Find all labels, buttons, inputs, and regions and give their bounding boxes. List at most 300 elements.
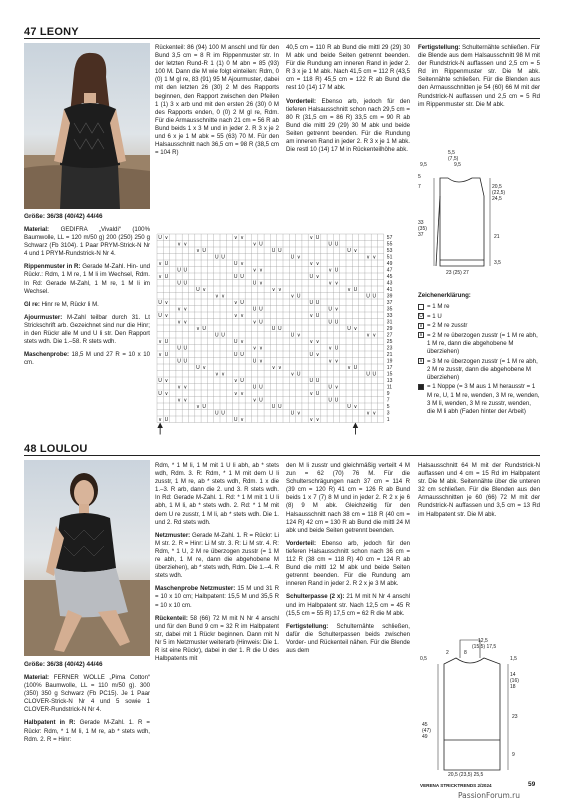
schem1-left1: 9,5 [420,162,427,168]
chart-row-label: 35 [386,306,393,313]
chart-symbol: U [334,397,339,404]
chart-symbol: ∨ [164,313,169,319]
legend-symbol: ● [419,383,423,390]
materials-column [24,226,150,370]
chart-symbol: U [164,261,169,267]
chart-symbol: U [347,248,351,254]
chart-symbol: ∨ [309,339,314,345]
chart-row-label: 49 [386,261,393,267]
chart-row-label: 3 [386,410,390,417]
chart-symbol: ∨ [315,274,320,280]
schem1-top3: 9,5 [454,162,461,168]
chart-symbol: U [177,345,181,352]
chart-symbol: ∨ [158,352,162,358]
legend-symbol: ∧ [419,332,423,339]
chart-symbol: ∨ [202,365,207,371]
chart-symbol: ∨ [347,287,351,293]
chart-row-label: 9 [386,391,390,397]
legend-symbol: U [419,313,423,320]
chart-symbol: U [233,352,238,358]
chart-symbol: ∨ [315,417,320,423]
chart-symbol: U [259,319,263,326]
chart-row-label: 31 [386,319,393,326]
chart-symbol: U [240,274,244,280]
back-piece-instructions [155,44,279,160]
chart-symbol: U [372,371,377,378]
chart-symbol: ∨ [233,313,238,319]
chart-symbol: ∨ [334,306,339,313]
schem1-height3: 37 [418,232,424,238]
chart-symbol: U [278,326,282,332]
chart-symbol: U [271,248,276,254]
chart-symbol: U [183,358,188,365]
chart-symbol: ∨ [372,332,377,339]
vorderteil-heading: Vorderteil: [286,97,317,105]
chart-row-label: 47 [386,267,393,274]
chart-symbol: U [309,378,314,384]
chart-symbol: U [164,417,169,423]
schem2-i: 18 [510,684,516,690]
chart-symbol: ∨ [309,313,314,319]
chart-symbol: ∨ [233,391,238,397]
chart-symbol: ∨ [278,287,282,293]
chart-symbol: U [353,287,358,293]
footer-label: VERENA STRICKTRENDS 2/2024 [420,783,492,788]
schem1-bottom: 23 (25) 27 [446,270,469,276]
col3a-text: 40,5 cm = 110 R ab Bund die mittl 29 (29) 30 M abk und beide Seiten getrennt beenden. Für die Rundung am inneren Rand in jeder 2. R 3 x je 1 M abk. Nach 41,5 cm = 112 R (43,5 cm = 118 R) 45,5 cm = 122 R ab Bund die rest 10 (14) 17 M abk. [286,44,410,92]
chart-row-label: 21 [386,352,393,358]
schem2-h: (16) [510,678,519,684]
chart-row-label: 43 [386,280,393,287]
chart-symbol: U [259,397,263,404]
chart-symbol: ∨ [315,261,320,267]
chart-symbol: ∨ [328,267,333,274]
page-number: 59 [528,781,536,788]
schematic-loulou [418,610,540,780]
chart-symbol: U [221,254,225,261]
chart-symbol: U [221,410,225,417]
chart-symbol: U [259,384,263,391]
chart-symbol: ∨ [177,319,181,326]
chart-symbol: U [296,293,301,300]
material-text: GEDIFRA „Vivaldi“ (100% Baumwolle, LL = 120 m/50 g) 200 (250) 250 g Schwarz (Fb 3104). 1 Paar PRYM-Strick-N Nr 4 und 1 PRYM-Rundstrick-N Nr 4. [24,226,150,258]
fertig-text: Schulternähte schließen. Für die Blende aus dem Halsausschnitt 98 M mit der Rundstrick-N auffassen und 2,5 cm = 5 Rd im Rippenmuster str. Die M abk. Seitennähte schließen. Für die Blenden aus den Armausschnitten je 54 (60) 66 M mit der Rundstrick-N auffassen und 2,5 cm = 5 Rd im Rippenmuster str. Die M abk. [418,44,540,108]
schem1-top2: (7,5) [448,156,459,162]
schem2-k: (47) [422,728,431,734]
legend-text: = 1 U [427,312,442,320]
glre-text: Hinr re M, Rückr li M. [41,300,99,308]
chart-legend [418,292,540,417]
chart-row-label: 37 [386,300,393,306]
section-divider [24,38,540,39]
chart-symbol: ∨ [183,384,188,391]
finishing-instructions [418,44,540,112]
chart-symbol: U [328,319,333,326]
chart-symbol: U [353,365,358,371]
chart-row-label: 33 [386,313,393,319]
chart-symbol: U [233,261,238,267]
chart-symbol: U [158,313,162,319]
chart-symbol: ∨ [215,371,219,378]
legend-heading: Zeichenerklärung: [418,292,471,299]
schem1-bund: 3,5 [494,260,501,266]
chart-symbol: ∨ [158,274,162,280]
chart-symbol: ∨ [309,261,314,267]
chart-symbol: U [158,235,162,241]
chart-symbol: ∨ [328,345,333,352]
schem2-bottom: 20,5 (23,5) 25,5 [448,772,484,778]
chart-symbol: U [259,306,263,313]
chart-row-label: 53 [386,248,393,254]
schulter-heading: Schulterpasse (2 x): [286,593,345,601]
chart-symbol: U [347,404,351,410]
material-heading: Material: [24,226,50,233]
schem2-n: 9 [512,752,515,758]
chart-row-label: 25 [386,339,393,345]
chart-symbol: ∨ [309,417,314,423]
chart-symbol: U [309,274,314,280]
chart-symbol: ∨ [240,313,244,319]
chart-symbol: U [328,241,333,248]
legend-symbol: ∧ [419,358,423,365]
legend-text: = 3 M re überzogen zusstr (= 1 M re abh, 2 M re zusstr, dann die abgehobene M überziehen) [427,357,538,381]
chart-symbol: U [315,378,320,384]
chart-symbol: ∨ [271,365,276,371]
schem1-left3: 7 [418,184,421,190]
front-piece-instructions [286,44,410,157]
chart-symbol: U [309,300,314,306]
chart-symbol: U [372,293,377,300]
chart-symbol: ∨ [252,267,257,274]
chart-symbol: ∨ [353,404,358,410]
chart-symbol: ∨ [347,365,351,371]
chart-symbol: ∨ [221,371,225,378]
chart-symbol: U [183,267,188,274]
chart-symbol: ∨ [259,345,263,352]
chart-symbol: ∨ [183,397,188,404]
schem2-c: 8 [464,650,467,656]
chart-symbol: ∨ [177,306,181,313]
chart-symbol: U [177,267,181,274]
chart-symbol: ∨ [164,391,169,397]
chart-symbol: ∨ [290,371,295,378]
schem1-right1: 20,5 [492,184,502,190]
chart-symbol: ∨ [353,326,358,332]
chart-row-label: 15 [386,371,393,378]
fertig-heading: Fertigstellung: [418,44,461,51]
chart-symbol: U [164,274,169,280]
rueck-heading: Rückenteil: [155,614,188,622]
chart-row-label: 55 [386,241,393,248]
chart-symbol: U [328,384,333,391]
chart-row-label: 57 [386,235,393,241]
chart-symbol: U [271,326,276,332]
chart-symbol: ∨ [290,293,295,300]
legend-item [418,303,540,311]
chart-symbol: U [252,280,257,287]
chart-symbol: ∨ [215,293,219,300]
schem2-a: 0,5 [420,656,427,662]
schem2-d: 12,5 [478,638,488,644]
chart-symbol: U [259,241,263,248]
chart-symbol: U [183,280,188,287]
chart-symbol: ∨ [252,397,257,404]
chart-symbol: ∨ [158,339,162,345]
chart-symbol: U [252,384,257,391]
chart-symbol: ∨ [252,345,257,352]
chart-symbol: ∨ [221,293,225,300]
chart-symbol: U [315,313,320,319]
chart-symbol: U [240,378,244,384]
fertig-text-2: Schulternähte schließen, dafür die Schulterpassen beids zwischen Vorder- und Rückenteil nähen. Für die Blende aus dem [286,622,410,654]
chart-row-label: 45 [386,274,393,280]
pattern-instructions-2 [155,462,279,666]
chart-symbol: U [334,241,339,248]
fertig-heading-2: Fertigstellung: [286,622,329,630]
chart-symbol: ∨ [366,254,370,261]
chart-symbol: ∨ [366,332,370,339]
chart-symbol: ∨ [296,254,301,261]
maschenprobe-heading: Maschenprobe: [24,351,70,359]
chart-row-label: 51 [386,254,393,261]
schem1-side: 21 [494,234,500,240]
chart-row-label: 41 [386,287,393,293]
pattern-title-loulou: 48 LOULOU [24,443,88,455]
schem2-l: 49 [422,734,428,740]
netz-text: Gerade M-Zahl. 1. R = Rückr: Li M str. 2. R = Hinr: Li M str. 3. R: Li M str. 4. R: Rdm, * 1 U, 2 M re überzogen zusstr (= 1 M re abh, 1 M re, dann die abgehobene M überziehen), ab * stets wdh, Rdm. Die 1.–4. R stets wdh. [155,531,279,580]
halbpatent-text: Gerade M-Zahl. 1. R = Rückr: Rdm, * 1 M li, 1 M re, ab * stets wdh, Rdm. 2. R = Hinr: [24,719,150,743]
chart-row-label: 5 [386,404,390,410]
schem2-e: (15,5) 17,5 [472,644,497,650]
halbpatent-heading: Halbpatent in R: [24,719,76,727]
chart-symbol: ∨ [334,358,339,365]
ajour-heading: Ajourmuster: [24,313,63,321]
chart-symbol: U [334,345,339,352]
chart-symbol: U [334,267,339,274]
chart-symbol: ∨ [315,352,320,358]
chart-symbol: ∨ [278,365,282,371]
mp-heading: Maschenprobe Netzmuster: [155,585,236,593]
legend-text: = 2 M re zusstr [427,322,468,330]
watermark: PassionForum.ru [458,791,521,800]
rippen-text: Gerade M-Zahl. Hin- und Rückr.: Rdm, 1 M re, 1 M li im Wechsel, Rdm. In Rd: Gerade M-Zahl, 1 M re, 1 M li im Wechsel. [24,263,150,295]
chart-symbol: ∨ [240,235,244,241]
materials-column-2 [24,674,150,747]
chart-symbol: ∨ [328,358,333,365]
schem1-height2: (35) [418,226,427,232]
vorder-text-2: Ebenso arb, jedoch für den tieferen Halsausschnitt schon nach 36 cm = 112 R (38 cm = 118 R) 40 cm = 124 R ab Bund die mittl 12 M abk und beide Seiten getrennt beenden. Für die Rundung am inneren Rand in jeder 2. R 2 x je 3 M abk. [286,539,410,588]
chart-symbol: ∨ [177,384,181,391]
chart-symbol: U [278,404,282,410]
material-heading-2: Material: [24,674,50,681]
chart-symbol: ∨ [296,332,301,339]
chart-symbol: U [177,280,181,287]
chart-symbol: ∨ [240,391,244,397]
chart-symbol: ∨ [328,280,333,287]
pattern-title-leony: 47 LEONY [24,26,79,38]
chart-symbol: ∨ [202,287,207,293]
chart-symbol: ∨ [259,267,263,274]
chart-symbol: ∨ [177,397,181,404]
schem1-height1: 33 [418,220,424,226]
chart-symbol: U [240,352,244,358]
chart-symbol: U [315,235,320,241]
chart-symbol: U [196,287,200,293]
front-instructions-2 [286,462,410,658]
schem2-g: 14 [510,672,516,678]
chart-symbol: ∨ [240,261,244,267]
chart-symbol: U [328,397,333,404]
chart-symbol: U [290,332,295,339]
legend-text: = 2 M re überzogen zusstr (= 1 M re abh, 1 M re, dann die abgehobene M überziehen) [427,331,538,356]
halbpatent-cont: Rdm, * 1 M li, 1 M mit 1 U li abh, ab * stets wdh, Rdm. 3. R: Rdm, * 1 M mit dem U li zusstr, 1 M re, ab * stets wdh, Rdm. 1 x die 1.–3. R arb, dann die 2. und 3. R stets wdh. In Rd: Gerade M-Zahl. 1. Rd: * 1 M mit 1 U li abh, 1 M li, ab * stets wdh. 2. Rd: * 1 M mit dem U re zusstr, 1 M li, ab * stets wdh. Die 1. und 2. Rd stets wdh. [155,462,279,526]
vorder-heading-2: Vorderteil: [286,539,317,547]
chart-symbol: U [290,410,295,417]
chart-symbol: U [366,293,370,300]
chart-symbol: U [334,319,339,326]
schem1-right2: (22,5) [492,190,506,196]
rippen-heading: Rippenmuster in R: [24,263,81,271]
chart-symbol: U [252,306,257,313]
chart-symbol: ∨ [164,300,169,306]
chart-symbol: ∨ [164,235,169,241]
chart-symbol: U [221,332,225,339]
schem2-f: 1,5 [510,656,517,662]
chart-row-label: 1 [386,417,390,423]
chart-symbol: U [233,274,238,280]
schulter-text: 21 M mit N Nr 4 anschl und im Halbpatent str. Nach 12,5 cm = 45 R (15,5 cm = 55 R) 17,5 cm = 62 R die M abk. [286,593,410,617]
chart-symbol: ∨ [233,378,238,384]
knitting-chart [153,232,413,437]
chart-symbol: ∨ [183,306,188,313]
chart-symbol: U [215,254,219,261]
chart-symbol: ∨ [233,300,238,306]
legend-text: = 1 Noppe (= 3 M aus 1 M herausstr = 1 M re, U, 1 M re, wenden, 3 M re, wenden, 3 M li, wenden, 3 M re zusstr, wenden, die M li abh (Faden hinter der Arbeit) [427,383,540,415]
chart-row-label: 17 [386,365,393,371]
chart-symbol: ∨ [252,241,257,248]
schem2-j: 45 [422,722,428,728]
chart-symbol: U [296,371,301,378]
chart-symbol: U [309,352,314,358]
legend-item [418,383,540,415]
col4-2: Halsausschnitt 64 M mit der Rundstrick-N auffassen und 4 cm = 15 Rd im Halbpatent str. Die M abk. Seitennähte über die unteren 32 cm schließen. Für die Blenden aus den Armausschnitten je 60 (66) 72 M mit der Rundstrick-N auffassen und 3,5 cm = 13 Rd im Halbpatent str. Die M abk. [418,462,540,518]
legend-symbol: ∨ [419,322,423,329]
repeat-arrow-head [353,424,357,428]
chart-symbol: ∨ [334,280,339,287]
legend-item [418,313,540,321]
chart-symbol: ∨ [196,326,200,332]
glre-heading: Gl re: [24,300,40,308]
schematic-leony [418,150,540,280]
section-divider-2 [24,455,540,456]
chart-symbol: ∨ [315,339,320,345]
chart-symbol: ∨ [233,235,238,241]
schem2-m: 23 [512,714,518,720]
chart-symbol: ∨ [177,241,181,248]
chart-row-label: 19 [386,358,393,365]
chart-symbol: U [158,300,162,306]
chart-symbol: ∨ [271,287,276,293]
chart-row-label: 11 [386,384,393,391]
chart-symbol: U [158,378,162,384]
chart-symbol: U [183,345,188,352]
schem1-right3: 24,5 [492,196,502,202]
mp-text: 15 M und 31 R = 10 x 10 cm; Halbpatent: 15,5 M und 35,5 R = 10 x 10 cm. [155,585,279,609]
legend-symbol [418,304,424,310]
chart-symbol: ∨ [164,378,169,384]
chart-symbol: U [196,365,200,371]
chart-row-label: 13 [386,378,393,384]
netz-heading: Netzmuster: [155,531,191,539]
chart-symbol: ∨ [309,235,314,241]
model-photo-loulou [24,460,150,656]
chart-symbol: U [252,358,257,365]
chart-symbol: ∨ [196,404,200,410]
col3a-2: den M li zusstr und gleichmäßig verteilt 4 M zun = 62 (70) 76 M. Für die Schulterschrägungen nach 37 cm = 114 R (39 cm = 120 R) 41 cm = 126 R ab Bund beids 1 x 7 (7) 8 M und in jeder 2. R 2 x je 6 (8) 9 M abk. Gleichzeitig für den Halsausschnitt nach 38 cm = 118 R (40 cm = 124 R) 42 cm = 130 R ab Bund die mittl 24 M abk und beide Seiten getrennt beenden. [286,462,410,534]
chart-symbol: ∨ [309,391,314,397]
chart-symbol: U [271,404,276,410]
chart-symbol: U [328,306,333,313]
chart-symbol: ∨ [259,358,263,365]
chart-symbol: U [202,326,207,332]
size-label-2: Größe: 36/38 (40/42) 44/46 [24,661,103,668]
chart-symbol: ∨ [183,241,188,248]
legend-item [418,358,540,382]
rueck-text: 58 (66) 72 M mit N Nr 4 anschl und für den Bund 9 cm = 32 R im Halbpatent str, dabei mit 1 Rückr beginnen. Dann mit N Nr 5 im Netzmuster weiterarb (Hinweis: Die 1. R ist eine Rückr), dabei in der 1. R die U des Halbpatents mit [155,614,279,663]
chart-row-label: 23 [386,345,393,352]
chart-symbol: ∨ [196,248,200,254]
chart-row-label: 29 [386,326,393,332]
chart-symbol: U [347,326,351,332]
ajour-text: M-Zahl teilbar durch 31. Lt Strickschrift arb. Gezeichnet sind nur die Hinr; in den Rückr alle M und U li str. Den Rapport stets wdh. Die 1.–58. R stets wdh. [24,313,150,346]
legend-item [418,322,540,330]
chart-row-label: 39 [386,293,393,300]
material-text-2: FERNER WOLLE „Pima Cotton“ (100% Baumwolle, LL = 110 m/50 g). 300 (350) 350 g Schwarz (Fb PC15). Je 1 Paar CLOVER-Strick-N Nr 4 und 5 sowie 1 CLOVER-Rundstrick-N Nr 4. [24,674,150,714]
legend-item [418,332,540,356]
chart-symbol: U [215,410,219,417]
chart-symbol: ∨ [240,417,244,423]
chart-symbol: U [233,417,238,423]
chart-symbol: ∨ [372,410,377,417]
chart-symbol: U [202,404,207,410]
schem1-left2: 5 [418,174,421,180]
chart-symbol: U [233,339,238,345]
chart-symbol: ∨ [372,254,377,261]
chart-symbol: U [202,248,207,254]
model-photo-leony [24,43,150,209]
chart-symbol: ∨ [252,319,257,326]
size-label: Größe: 36/38 (40/42) 44/46 [24,213,103,220]
chart-symbol: U [315,300,320,306]
schem1-top: 5,5 [448,150,455,156]
vorderteil-text: Ebenso arb, jedoch für den tieferen Halsausschnitt schon nach 29,5 cm = 80 R (31,5 cm = 86 R) 33,5 cm = 90 R ab Bund die mittl 29 (29) 30 M abk und beide Seiten getrennt beenden. Für die Rundung am inneren Rand in jeder 2. R 3 x je 1 M abk. Die restl 10 (14) 17 M in Rückenteilhöhe abk. [286,97,410,154]
legend-text: = 1 M re [427,303,450,311]
chart-symbol: ∨ [240,339,244,345]
chart-symbol: ∨ [259,280,263,287]
chart-symbol: U [315,391,320,397]
chart-row-label: 7 [386,397,390,404]
finishing-instructions-2 [418,462,540,522]
chart-symbol: U [278,248,282,254]
chart-symbol: ∨ [158,261,162,267]
chart-symbol: U [215,332,219,339]
chart-symbol: ∨ [334,384,339,391]
chart-symbol: U [366,371,370,378]
chart-row-label: 27 [386,332,393,339]
chart-symbol: U [240,300,244,306]
chart-symbol: ∨ [158,417,162,423]
chart-symbol: ∨ [296,410,301,417]
